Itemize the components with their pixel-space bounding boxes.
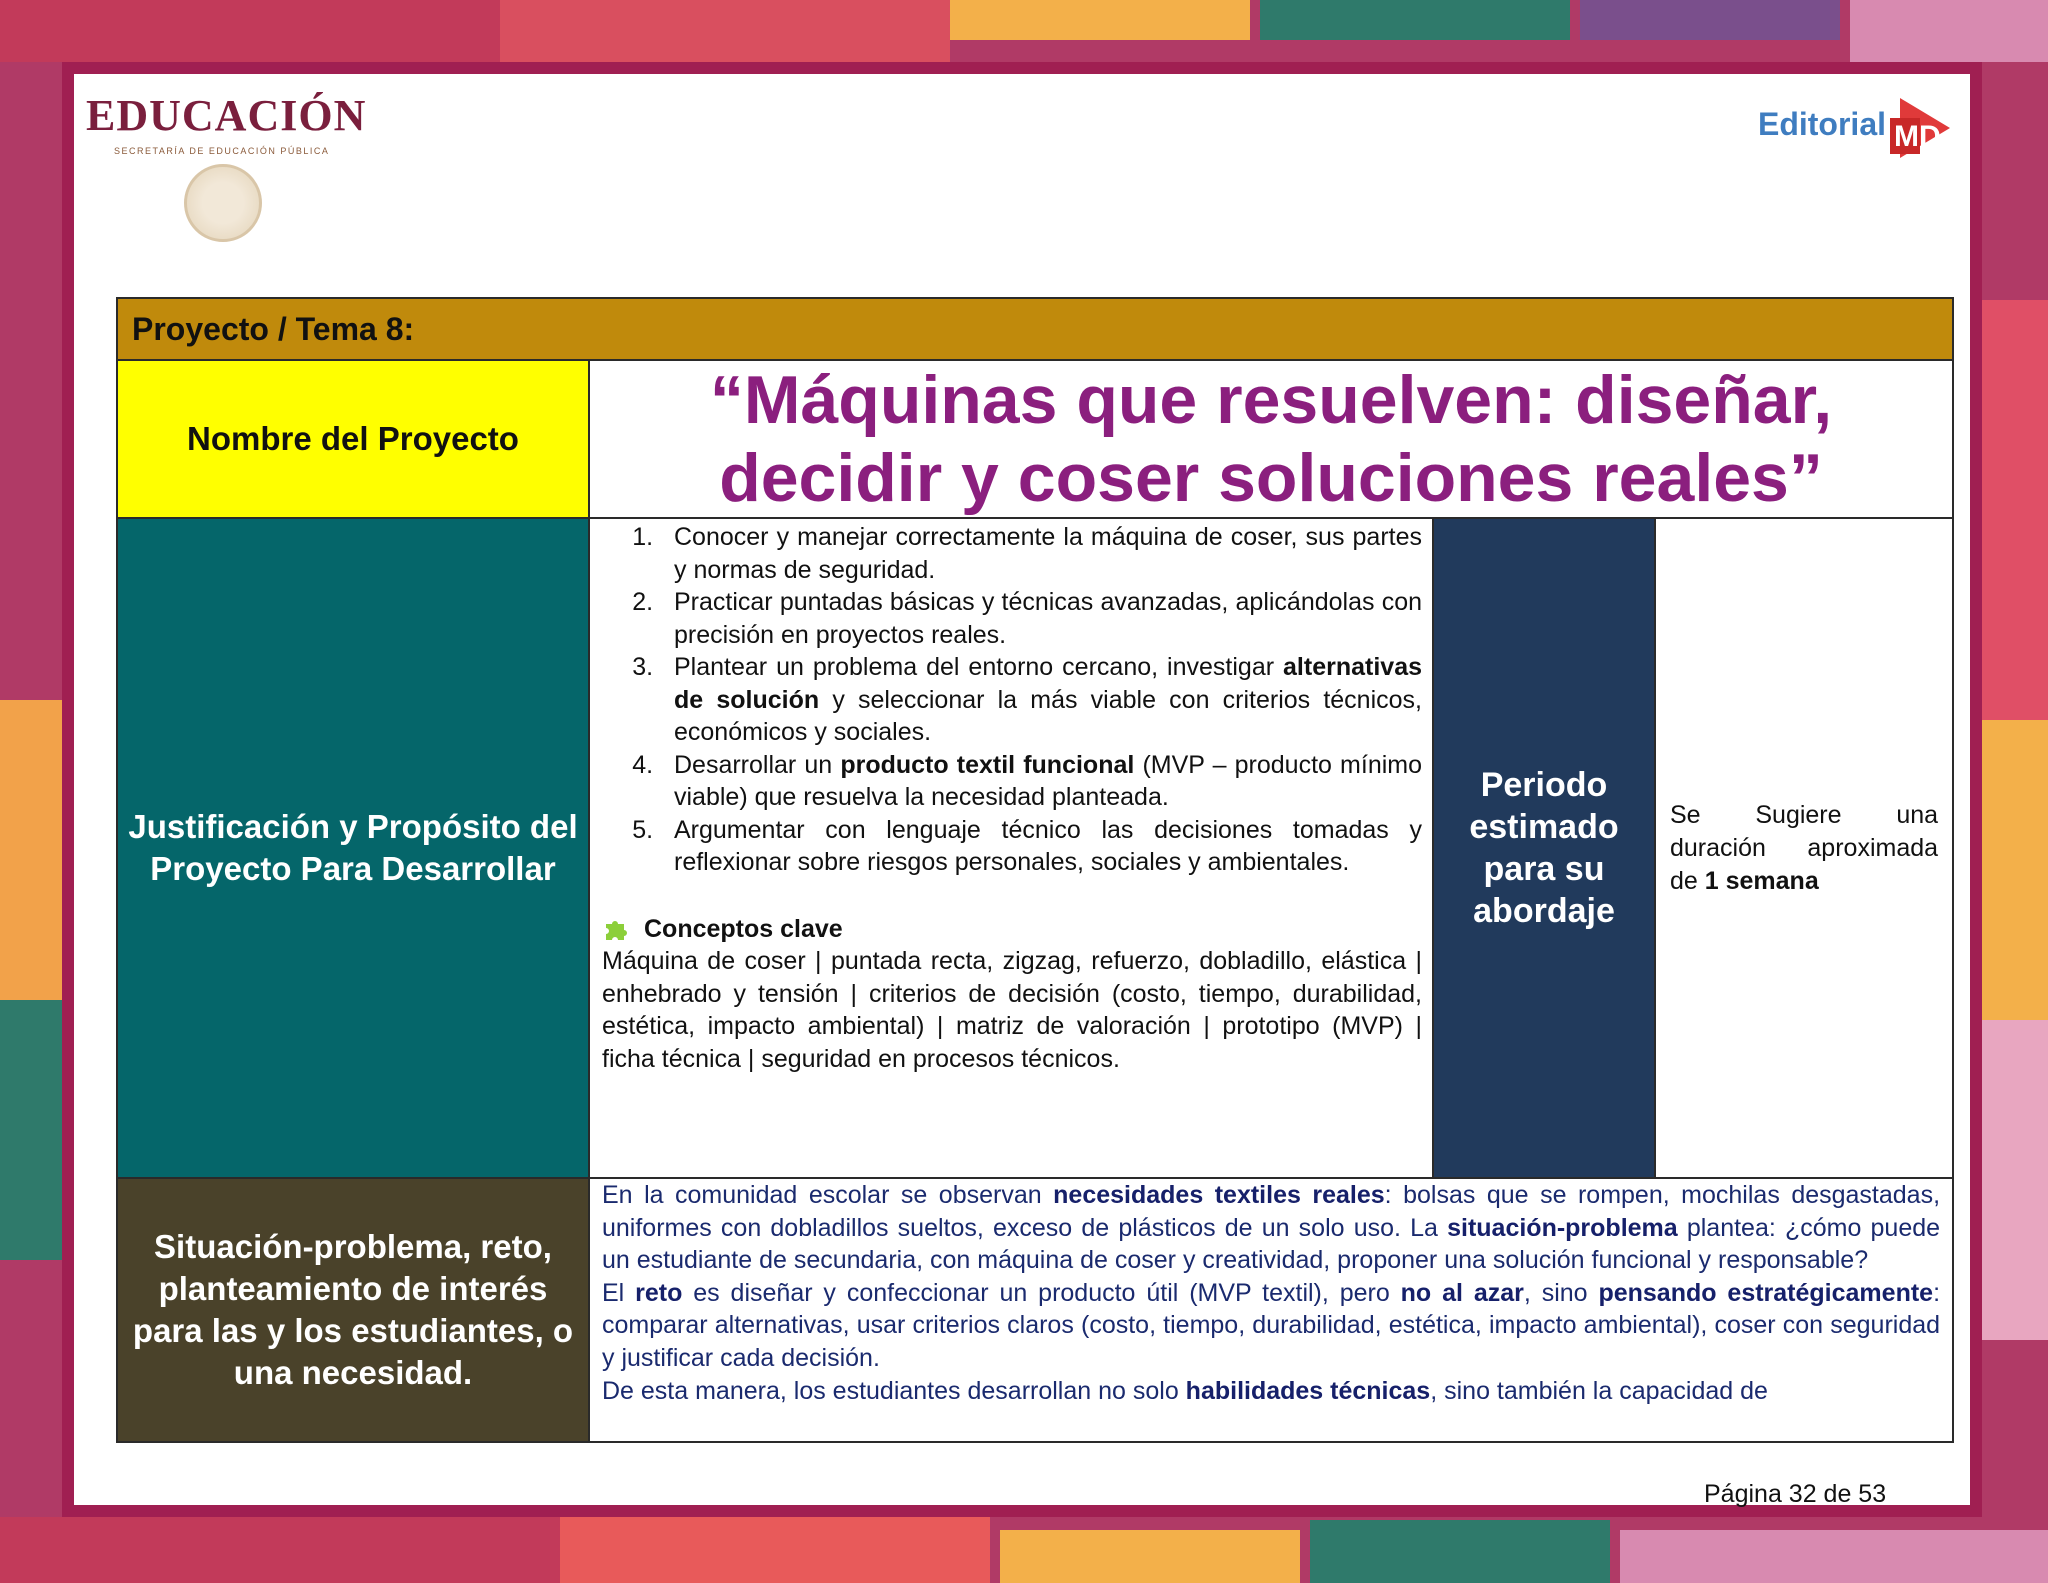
objective-item: 5. Argumentar con lenguaje técnico las decisiones tomadas y reflexionar sobre riesgos personales, sociales y ambientales. [660, 814, 1422, 879]
objective-item: 3. Plantear un problema del entorno cercano, investigar alternativas de solución y seleccionar la más viable con criterios técnicos, económicos y sociales. [660, 651, 1422, 749]
situation-cell [589, 1178, 1953, 1442]
objective-item: 4. Desarrollar un producto textil funcional (MVP – producto mínimo viable) que resuelva la necesidad planteada. [660, 749, 1422, 814]
period-duration: 1 semana [1704, 866, 1819, 895]
objectives-list [602, 521, 1422, 879]
objective-item: 1. Conocer y manejar correctamente la máquina de coser, sus partes y normas de seguridad. [660, 521, 1422, 586]
key-concepts-heading [602, 913, 1422, 946]
document-page [74, 74, 1970, 1508]
mexican-seal-icon [184, 164, 262, 242]
page-number: Página 32 de 53 [1704, 1480, 1887, 1508]
sep-subtitle: SECRETARÍA DE EDUCACIÓN PÚBLICA [114, 146, 330, 156]
situation-label: Situación-problema, reto, planteamiento de interés para las y los estudiantes, o una necesidad. [117, 1178, 589, 1442]
period-label: Periodo estimado para su abordaje [1433, 518, 1655, 1178]
project-table [116, 297, 1954, 1443]
editorial-md-logo [1758, 88, 1954, 160]
objectives-cell [589, 518, 1433, 1178]
period-text: Se Sugiere una duración aproximada de 1 semana [1655, 518, 1953, 1178]
educacion-wordmark: EDUCACIÓN [86, 91, 367, 140]
situation-paragraph-3: De esta manera, los estudiantes desarrollan no solo habilidades técnicas, sino también la capacidad de [602, 1376, 1768, 1405]
editorial-md-icon [1890, 88, 1954, 160]
puzzle-piece-icon [602, 914, 632, 944]
svg-text:MD: MD [1894, 120, 1941, 153]
justification-label: Justificación y Propósito del Proyecto Para Desarrollar [117, 518, 589, 1178]
key-concepts-text: Máquina de coser | puntada recta, zigzag, refuerzo, dobladillo, elástica | enhebrado y tensión | criterios de decisión (costo, tiempo, durabilidad, estética, impacto ambiental) | matriz de valoración | prototipo (MVP) | ficha técnica | seguridad en procesos técnicos. [602, 947, 1422, 1073]
objective-item: 2. Practicar puntadas básicas y técnicas avanzadas, aplicándolas con precisión en proyectos reales. [660, 586, 1422, 651]
project-title [589, 360, 1953, 518]
sep-logo [86, 91, 367, 156]
situation-paragraph-2: El reto es diseñar y confeccionar un producto útil (MVP textil), pero no al azar, sino pensando estratégicamente: comparar alternativas, usar criterios claros (costo, tiempo, durabilidad, estética, impacto ambiental), coser con seguridad y justificar cada decisión. [602, 1278, 1941, 1372]
project-title-line-1: “Máquinas que resuelven: diseñar, [709, 362, 1833, 438]
project-header: Proyecto / Tema 8: [117, 298, 1953, 360]
key-concepts-title: Conceptos clave [644, 914, 843, 943]
project-title-line-2: decidir y coser soluciones reales” [719, 440, 1823, 516]
project-name-label: Nombre del Proyecto [117, 360, 589, 518]
editorial-wordmark: Editorial [1757, 105, 1886, 142]
situation-paragraph-1: En la comunidad escolar se observan necesidades textiles reales: bolsas que se rompen, mochilas desgastadas, uniformes con dobladillos sueltos, exceso de plásticos de un solo uso. La situación-problema plantea: ¿cómo puede un estudiante de secundaria, con máquina de coser y creatividad, proponer una solución funcional y responsable? [602, 1181, 1941, 1275]
